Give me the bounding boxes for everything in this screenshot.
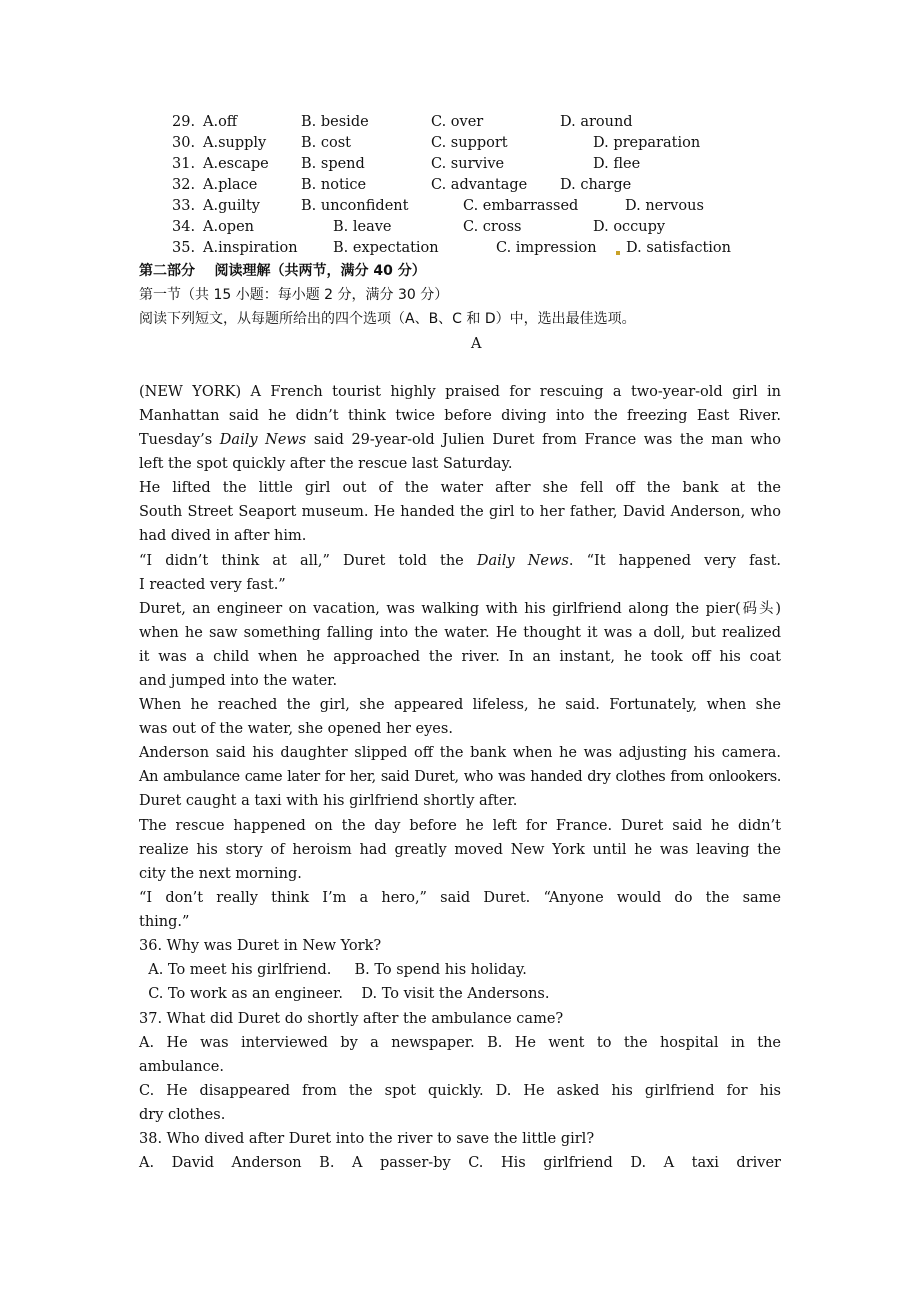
option-num: 31. bbox=[172, 156, 196, 172]
option-b: B. unconfident bbox=[301, 198, 409, 214]
option-c: C. support bbox=[431, 135, 508, 151]
question-37-options-cd: C. He disappeared from the spot quickly. D. He asked his girlfriend for his bbox=[139, 1083, 781, 1099]
passage-line: thing.” bbox=[139, 914, 190, 930]
passage-line: when he saw something falling into the water. He thought it was a doll, but realized bbox=[139, 625, 781, 641]
passage-line: Duret, an engineer on vacation, was walking with his girlfriend along the pier(码头) bbox=[139, 601, 781, 617]
option-num: 29. bbox=[172, 114, 196, 130]
option-d: D. flee bbox=[593, 156, 641, 172]
option-a: A.off bbox=[203, 114, 238, 130]
option-b: B. cost bbox=[301, 135, 351, 151]
option-num: 34. bbox=[172, 219, 196, 235]
passage-line bbox=[139, 551, 781, 571]
text-segment: . “It happened very fast. bbox=[568, 553, 782, 569]
option-d: D. charge bbox=[560, 177, 632, 193]
option-num: 35. bbox=[172, 240, 196, 256]
passage-line: it was a child when he approached the river. In an instant, he took off his coat bbox=[139, 649, 781, 665]
question-38-options: A. David Anderson B. A passer-by C. His girlfriend D. A taxi driver bbox=[139, 1155, 781, 1171]
passage-label: A bbox=[471, 336, 482, 352]
newspaper-name: Daily News bbox=[219, 432, 307, 448]
text-segment: Tuesday’s bbox=[139, 432, 220, 448]
option-d: D. satisfaction bbox=[626, 240, 731, 256]
passage-line: “I don’t really think I’m a hero,” said Duret. “Anyone would do the same bbox=[139, 890, 781, 906]
passage-line: city the next morning. bbox=[139, 866, 302, 882]
passage-line: was out of the water, she opened her eyes. bbox=[139, 721, 453, 737]
option-d: D. around bbox=[560, 114, 633, 130]
option-num: 30. bbox=[172, 135, 196, 151]
option-c: C. over bbox=[431, 114, 484, 130]
question-37: 37. What did Duret do shortly after the ambulance came? bbox=[139, 1011, 564, 1027]
option-d: D. occupy bbox=[593, 219, 666, 235]
passage-line bbox=[139, 430, 781, 450]
option-c: C. embarrassed bbox=[463, 198, 579, 214]
text-segment: said 29-year-old Julien Duret from France was the man who bbox=[306, 432, 781, 448]
question-36: 36. Why was Duret in New York? bbox=[139, 938, 382, 954]
passage-line: I reacted very fast.” bbox=[139, 577, 286, 593]
part-title: 第二部分 阅读理解（共两节，满分 40 分） bbox=[139, 263, 426, 279]
passage-line: and jumped into the water. bbox=[139, 673, 338, 689]
option-c: C. cross bbox=[463, 219, 522, 235]
newspaper-name: Daily News bbox=[476, 553, 569, 569]
option-a: A.place bbox=[203, 177, 258, 193]
option-b: B. beside bbox=[301, 114, 369, 130]
question-36-options-ab: A. To meet his girlfriend. B. To spend his holiday. bbox=[139, 962, 527, 978]
question-37-options-cd-cont: dry clothes. bbox=[139, 1107, 226, 1123]
option-a: A.supply bbox=[203, 135, 267, 151]
option-b: B. notice bbox=[301, 177, 367, 193]
passage-line: Manhattan said he didn’t think twice before diving into the freezing East River. bbox=[139, 408, 781, 424]
option-num: 33. bbox=[172, 198, 196, 214]
option-a: A.inspiration bbox=[203, 240, 298, 256]
passage-line: (NEW YORK) A French tourist highly praised for rescuing a two-year-old girl in bbox=[139, 384, 781, 400]
option-b: B. leave bbox=[333, 219, 392, 235]
text-segment: “I didn’t think at all,” Duret told the bbox=[139, 553, 477, 569]
option-c: C. advantage bbox=[431, 177, 528, 193]
passage-line: Duret caught a taxi with his girlfriend shortly after. bbox=[139, 793, 518, 809]
option-b: B. expectation bbox=[333, 240, 439, 256]
question-38: 38. Who dived after Duret into the river to save the little girl? bbox=[139, 1131, 595, 1147]
section-subtitle: 第一节（共 15 小题：每小题 2 分，满分 30 分） bbox=[139, 287, 449, 303]
passage-line: South Street Seaport museum. He handed the girl to her father, David Anderson, who bbox=[139, 504, 781, 520]
option-a: A.escape bbox=[203, 156, 269, 172]
passage-line: Anderson said his daughter slipped off the bank when he was adjusting his camera. bbox=[139, 745, 781, 761]
passage-line: He lifted the little girl out of the water after she fell off the bank at the bbox=[139, 480, 781, 496]
highlight-mark bbox=[616, 251, 620, 255]
passage-line: An ambulance came later for her, said Duret, who was handed dry clothes from onlookers. bbox=[139, 769, 781, 785]
option-a: A.open bbox=[203, 219, 255, 235]
passage-line: left the spot quickly after the rescue last Saturday. bbox=[139, 456, 513, 472]
passage-line: When he reached the girl, she appeared lifeless, he said. Fortunately, when she bbox=[139, 697, 781, 713]
instructions: 阅读下列短文，从每题所给出的四个选项（A、B、C 和 D）中，选出最佳选项。 bbox=[139, 311, 636, 327]
question-36-options-cd: C. To work as an engineer. D. To visit the Andersons. bbox=[139, 986, 550, 1002]
passage-line: The rescue happened on the day before he left for France. Duret said he didn’t bbox=[139, 818, 781, 834]
option-d: D. preparation bbox=[593, 135, 701, 151]
option-d: D. nervous bbox=[625, 198, 704, 214]
option-a: A.guilty bbox=[203, 198, 260, 214]
option-c: C. survive bbox=[431, 156, 505, 172]
option-b: B. spend bbox=[301, 156, 365, 172]
passage-line: had dived in after him. bbox=[139, 528, 307, 544]
option-c: C. impression bbox=[496, 240, 597, 256]
question-37-options-ab: A. He was interviewed by a newspaper. B. He went to the hospital in the bbox=[139, 1035, 781, 1051]
question-37-options-ab-cont: ambulance. bbox=[139, 1059, 224, 1075]
passage-line: realize his story of heroism had greatly moved New York until he was leaving the bbox=[139, 842, 781, 858]
option-num: 32. bbox=[172, 177, 196, 193]
